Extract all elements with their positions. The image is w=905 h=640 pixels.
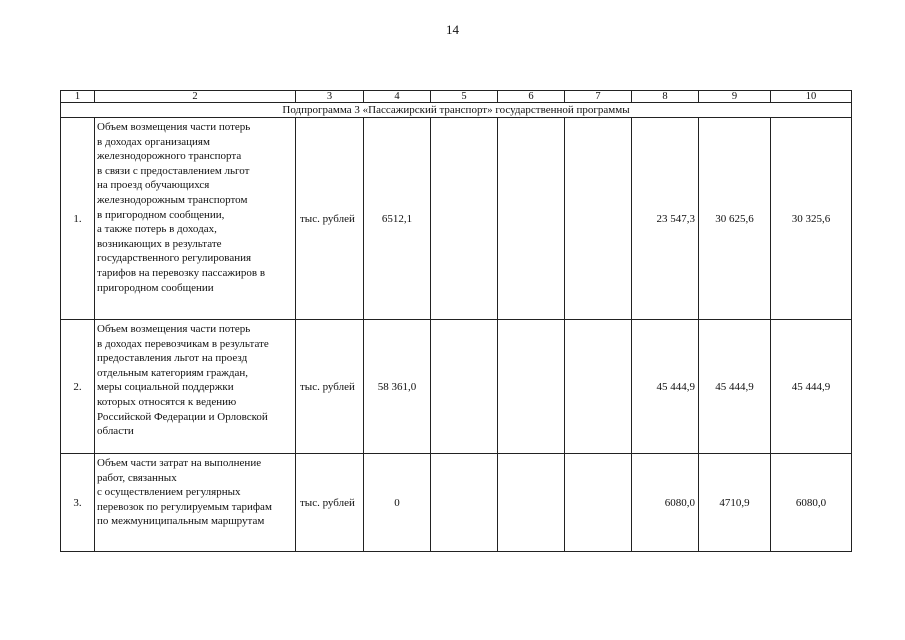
subprogram-row [61, 103, 852, 118]
description-line: возникающих в результате [97, 237, 222, 250]
col10-value: 6080,0 [771, 454, 852, 552]
column-number: 10 [771, 91, 852, 103]
table-row [61, 454, 852, 552]
row-description [95, 118, 296, 320]
table-row [61, 320, 852, 454]
description-line: меры социальной поддержки [97, 381, 234, 394]
column-number: 4 [364, 91, 431, 103]
description-line: а также потерь в доходах, [97, 223, 217, 236]
column-number: 8 [632, 91, 699, 103]
description-line: предоставления льгот на проезд [97, 352, 248, 365]
subprogram-title: Подпрограмма 3 «Пассажирский транспорт» государственной программы [61, 103, 852, 118]
col8-value: 45 444,9 [632, 320, 699, 454]
description-line: железнодорожного транспорта [97, 150, 242, 163]
column-number: 7 [565, 91, 632, 103]
description-line: Объем возмещения части потерь [97, 323, 251, 335]
col4-value: 58 361,0 [364, 320, 431, 454]
description-line: Российской Федерации и Орловской [97, 410, 268, 423]
description-line: отдельным категориям граждан, [97, 366, 248, 379]
description-line: с осуществлением регулярных [97, 486, 241, 499]
description-line: в пригородном сообщении, [97, 208, 225, 221]
col5-value [431, 454, 498, 552]
description-line: в доходах организациям [97, 135, 210, 148]
col4-value: 6512,1 [364, 118, 431, 320]
col4-value: 0 [364, 454, 431, 552]
col5-value [431, 118, 498, 320]
description-line: в доходах перевозчикам в результате [97, 337, 269, 350]
description-line: на проезд обучающихся [97, 179, 210, 192]
column-number-row [61, 91, 852, 103]
col9-value: 30 625,6 [699, 118, 771, 320]
unit-cell: тыс. рублей [296, 320, 364, 454]
col6-value [498, 320, 565, 454]
col7-value [565, 320, 632, 454]
table-row [61, 118, 852, 320]
description-line: работ, связанных [97, 471, 177, 484]
description-line: перевозок по регулируемым тарифам [97, 500, 272, 513]
column-number: 5 [431, 91, 498, 103]
description-line: Объем части затрат на выполнение [97, 457, 262, 469]
col9-value: 4710,9 [699, 454, 771, 552]
description-line: железнодорожным транспортом [97, 193, 248, 206]
description-line: государственного регулирования [97, 252, 252, 265]
page-number: 14 [446, 22, 459, 37]
row-number: 1. [61, 118, 95, 320]
description-line: области [97, 425, 134, 438]
program-table [60, 90, 852, 552]
col10-value: 30 325,6 [771, 118, 852, 320]
unit-cell: тыс. рублей [296, 454, 364, 552]
column-number: 3 [296, 91, 364, 103]
row-number: 3. [61, 454, 95, 552]
row-description [95, 320, 296, 454]
description-line: тарифов на перевозку пассажиров в [97, 266, 266, 279]
col7-value [565, 118, 632, 320]
row-number: 2. [61, 320, 95, 454]
description-line: по межмуниципальным маршрутам [97, 515, 265, 528]
col6-value [498, 118, 565, 320]
description-line: Объем возмещения части потерь [97, 121, 251, 133]
column-number: 6 [498, 91, 565, 103]
column-number: 1 [61, 91, 95, 103]
description-line: которых относятся к ведению [97, 395, 237, 408]
col9-value: 45 444,9 [699, 320, 771, 454]
row-description [95, 454, 296, 552]
description-line: пригородном сообщении [97, 281, 214, 294]
col8-value: 6080,0 [632, 454, 699, 552]
col5-value [431, 320, 498, 454]
col7-value [565, 454, 632, 552]
col8-value: 23 547,3 [632, 118, 699, 320]
col6-value [498, 454, 565, 552]
unit-cell: тыс. рублей [296, 118, 364, 320]
description-line: в связи с предоставлением льгот [97, 164, 250, 177]
column-number: 2 [95, 91, 296, 103]
column-number: 9 [699, 91, 771, 103]
col10-value: 45 444,9 [771, 320, 852, 454]
